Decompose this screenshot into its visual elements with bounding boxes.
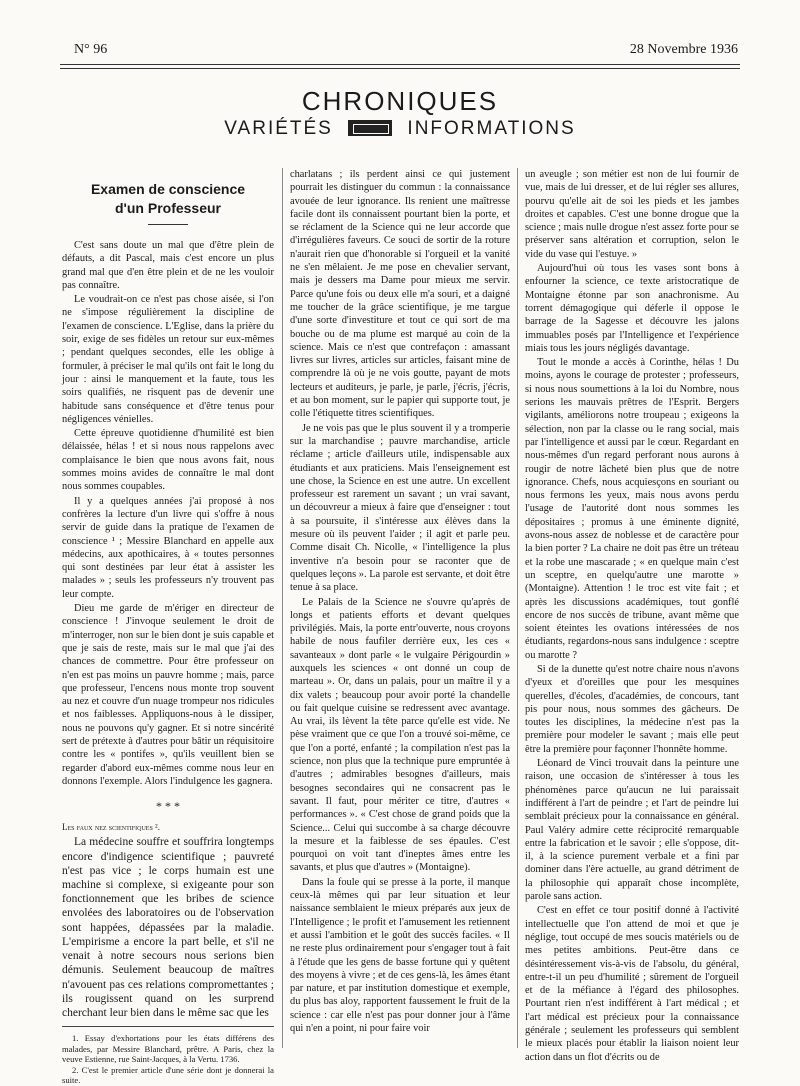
masthead-left: VARIÉTÉS [224,118,333,139]
paragraph: charlatans ; ils perdent ainsi ce qui justement pourrait les distinguer du commun : la connaissance avouée de leur ignorance. Ils renient une maîtresse facile dont ils connaissent pourtant bien la porte, et se réclament de la Science qui ne leur accorde que d'irrégulières faveurs. Ce souci de sortir de la roture n'aurait rien que d'honorable si l'orgueil et la vanité ne s'en mêlaient. Je me pose en chevalier servant, mais je dessers ma Dame pour mieux me servir. Parce qu'une fois ou deux elle m'a souri, et a daigné me toucher de la grâce scientifique, je me targue d'une sorte d'investiture et tout ce qui sort de ma bouche ou de ma plume est marqué au coin de la science. Mais ce n'est que contrefaçon : amassant livres sur livres, articles sur articles, faisant mine de comprendre là où je ne vois goutte, payant de mots lecteurs et auditeurs, je parle, je parle, j'écris, j'écris, et au bon moment, sur le papier qui supporte tout, je colle l'étiquette titres scientifiques. [290,169,510,420]
footnote: 2. C'est le premier article d'une série dont je donnerai la suite. [62,1064,274,1086]
section-subhead: Les faux nez scientifiques ². [62,822,161,833]
paragraph: un aveugle ; son métier est non de lui fournir de vue, mais de lui dresser, et de lui régler ses allures, pourvu qu'elle ait de soi les pieds et les jambes droites et capables. C'est une bonne drogue que la science ; mais nulle drogue n'est assez forte pour se préserver sans altération et corruption, selon le vide du vase qui l'estuye. » [525,169,739,260]
column-3 [525,168,739,1065]
footnotes [62,1026,274,1086]
article-title-line-1: Examen de conscience [90,181,246,197]
article-title [62,180,274,218]
paragraph: Léonard de Vinci trouvait dans la peinture une raison, une occasion de s'intéresser à tous les phénomènes parce qu'aucun ne lui paraissait indifférent à l'art de peindre ; et l'art de peindre lui semblait précieux pour la connaissance en général. Paul Valéry admire cette réciprocité remarquable entre la fabrication et le savoir ; elle s'oppose, dit-il, à la science purement verbale et a fini par dominer dans l'ère actuelle, au grand détriment de la philosophie qui apparaît chose incomplète, parole sans action. [525,758,739,903]
paragraph: Dans la foule qui se presse à la porte, il manque ceux-là mêmes qui par leur situation et leur naissance semblaient le mieux préparés aux jeux de l'Intelligence ; le profit et l'amusement les retiennent et aussi l'ambition et le goût des succès faciles. « Il ne reste plus ordinairement pour s'engager tout à fait à l'étude que les gens de basse fortune qui y quêtent des moyens à vivre ; et de ces gens-là, les âmes étant par nature, et par institution domestique et exemple, du plus bas aloy, rapportent faussement le fruit de la science : car elle n'est pas pour donner jour à l'âme qui n'en a point, ni pour faire voir [290,876,510,1034]
header-rule-2 [60,68,740,69]
paragraph: La médecine souffre et souffrira longtemps encore d'indigence scientifique ; pauvreté n'est pas vice ; le corps humain est une machine si complexe, si exigeante pour son fonctionnement que les bribes de science envolées des laboratoires ou de l'observation sont happées, dépassées par la maladie. L'empirisme a encore la part belle, et s'il ne venait à notre secours nous serions bien démunis. Seulement beaucoup de maîtres n'avouent pas ces relations compromettantes ; ils rougissent quand on les surprend cherchant leur bien dans le même sac que les [62,836,274,1019]
paragraph: Le Palais de la Science ne s'ouvre qu'après de longs et patients efforts et devant quelques privilégiés. Mais, la porte entr'ouverte, nous croyons habile de nous faufiler derrière eux, les ces « savanteaux » dont parle « le vulgaire Périgourdin » auxquels les sciences « ont donné un coup de marteau ». Or, dans un palais, pour un maître il y a dix valets ; beaucoup pour avoir porté la chandelle ou fait quelque cuisine se redressent avec avantage. Au vrai, ils lèvent la tête parce qu'elle est vide. Ne pèse vraiment que ce que l'on a trouvé soi-même, ce que l'on a porté, enfanté ; la compilation n'est pas la science, non plus que la technique pure empruntée à d'autres ; admirables besognes d'ailleurs, mais besognes secondaires qui ne consacrent pas le savant. Il faut, pour mériter ce titre, d'autres « performances ». « C'est chose de grand poids que la Science... Celui qui succombe à sa charge découvre la mesure et la faiblesse de ses épaules. C'est pourquoi on voit tant d'ineptes âmes entre les savants, et plus que d'autres » (Montaigne). [290,596,510,874]
masthead-subtitle [0,118,800,140]
column-rule-2 [517,168,518,1048]
footnote: 1. Essay d'exhortations pour les états différens des malades, par Messire Blanchard, prêtre. A Paris, chez la veuve Estienne, rue Saint-Jacques, à la Vertu. 1736. [62,1033,274,1065]
issue-number: N° 96 [74,42,108,57]
section-stars: * * * [156,799,180,814]
paragraph: Cette épreuve quotidienne d'humilité est bien délaissée, hélas ! et si nous nous rappelons avec complaisance le bien que nous avons fait, nous sommes moins avides de connaître le mal dont nous sommes coupables. [62,428,274,493]
paragraph: C'est sans doute un mal que d'être plein de défauts, a dit Pascal, mais c'est encore un plus grand mal que d'en être plein et de ne les vouloir pas connaître. [62,240,274,291]
masthead-right: INFORMATIONS [407,118,576,139]
issue-date: 28 Novembre 1936 [629,42,738,57]
masthead-title: CHRONIQUES [301,86,499,116]
column-rule-1 [282,168,283,1048]
paragraph: Dieu me garde de m'ériger en directeur de conscience ! J'invoque seulement le droit de m'interroger, non sur le bien dont je suis capable et que je sais de reste, mais sur le mal que j'ai des chances de commettre. Pour être professeur on n'en est pas moins un pauvre homme ; mais, parce que professeur, l'encens nous monte trop souvent au nez et couvre d'un nuage trompeur nos ridicules et nos faiblesses. Appliquons-nous à le dissiper, nous ne pouvons qu'y gagner. Et si notre sincérité sert de prétexte à d'autres pour bâtir un réquisitoire contre les « pontifes », qu'ils veuillent bien se regarder d'abord eux-mêmes comme nous leur en donnons l'exemple. Alors l'indulgence les gagnera. [62,603,274,787]
column-1 [62,168,274,1086]
masthead-ornament-icon [348,120,392,136]
paragraph: Si de la dunette qu'est notre chaire nous n'avons d'yeux et d'oreilles que pour les mesquines querelles, d'écoles, d'académies, de concours, tant pis pour nous, nous sommes des gâcheurs. De toutes les disciplines, la médecine n'est pas la première pour modeler le savant ; mais elle peut être la première pour façonner l'honnête homme. [525,663,739,755]
paragraph: Il y a quelques années j'ai proposé à nos confrères la lecture d'un livre qui s'offre à nous servir de guide dans la pratique de l'examen de conscience ¹ ; Messire Blanchard en appelle aux médecins, aux apothicaires, à « toutes personnes qui sont destinées par leur état à assister les malades » ; seuls les professeurs n'y trouvent pas leur compte. [62,495,274,600]
paragraph: Tout le monde a accès à Corinthe, hélas ! Du moins, ayons le courage de protester ; professeurs, si nous nous soumettions à la loi du Nombre, nous serions les mauvais prêtres de l'Esprit. Bergers vigilants, améliorons notre troupeau ; exigeons la sélection, non par la classe ou le rang social, mais par l'intelligence et aussi par le cœur. Regardant en nous-mêmes d'un regard perforant nous aurons à rougir de notre lâcheté bien plus que de notre ignorance. Chefs, nous acquiesçons en souriant ou nous fermons les yeux, mais nous avons perdu l'usage de l'autorité dont nous sommes les dépositaires ; promus à une éminente dignité, avons-nous assez de noblesse et de caractère pour la bien porter ? La chaire ne doit pas être un tréteau et la robe une mascarade ; « en quelque main c'est un sceptre, en quelqu'autre une marotte » (Montaigne). Attention ! le troc est vite fait ; et après les discussions académiques, tout gonflé encore de nos succès de tribune, avant même que soient éteintes les ovations intéressées de nos étudiants, regardons-nous sans indulgence : sceptre ou marotte ? [525,357,739,661]
paragraph: Aujourd'hui où tous les vases sont bons à enfourner la science, ce texte aristocratique de Montaigne étonne par son anachronisme. Au torrent démagogique qui déferle il oppose le barrage de la Sagesse et découvre les jalons immuables posés par l'Intelligence et l'expérience miais tous les jours négligés davantage. [525,263,739,354]
article-title-line-2: d'un Professeur [114,200,222,216]
paragraph: C'est en effet ce tour positif donné à l'activité intellectuelle que l'on attend de moi et que je néglige, tout occupé de mes soucis matériels ou de mes petites ambitions. Peut-être dans ce désintéressement vis-à-vis de l'absolu, du général, entre-t-il un peu d'humilité ; sûrement de l'orgueil et de la méfiance à l'égard des philosophes. Pourtant rien n'est indifférent à l'art médical ; et l'art médical est précieux pour la connaissance générale ; seulement les professeurs qui semblent le mieux placés pour établir la liaison noient leur action dans un flot d'écrits ou de [525,905,739,1063]
header-rule [60,64,740,65]
paragraph: Je ne vois pas que le plus souvent il y a tromperie sur la marchandise ; pauvre marchandise, article réclame ; article d'ailleurs utile, indispensable aux étudiants et aux praticiens. Mais l'enseignement est une chose, la Science en est une autre. Un excellent professeur est rarement un savant ; un vrai savant, un découvreur a mieux à faire que d'enseigner : tout à sa poursuite, il s'intéresse aux élèves dans la mesure où ils peuvent l'aider ; il agit et parle peu. Comme disait Ch. Nicolle, « l'intelligence la plus inventive n'a besoin pour se raconter que de quelques leçons ». La parole est servante, et doit être tenue à sa place. [290,422,510,594]
title-rule [148,224,188,225]
paragraph: Le voudrait-on ce n'est pas chose aisée, si l'on ne s'impose régulièrement la discipline de l'examen de conscience. L'Eglise, dans la prière du soir, exige de ses fidèles un retour sur eux-mêmes ; pendant quelques secondes, elle les oblige à formuler, à préciser le mal qu'ils ont fait le long du jour : ainsi le manquement et la faute, tous les soirs qualifiés, ne risquent pas de devenir une habitude sans conséquence et d'être tenus pour négligences vénielles. [62,294,274,425]
column-1-continued [62,835,274,1020]
column-2 [290,168,510,1036]
